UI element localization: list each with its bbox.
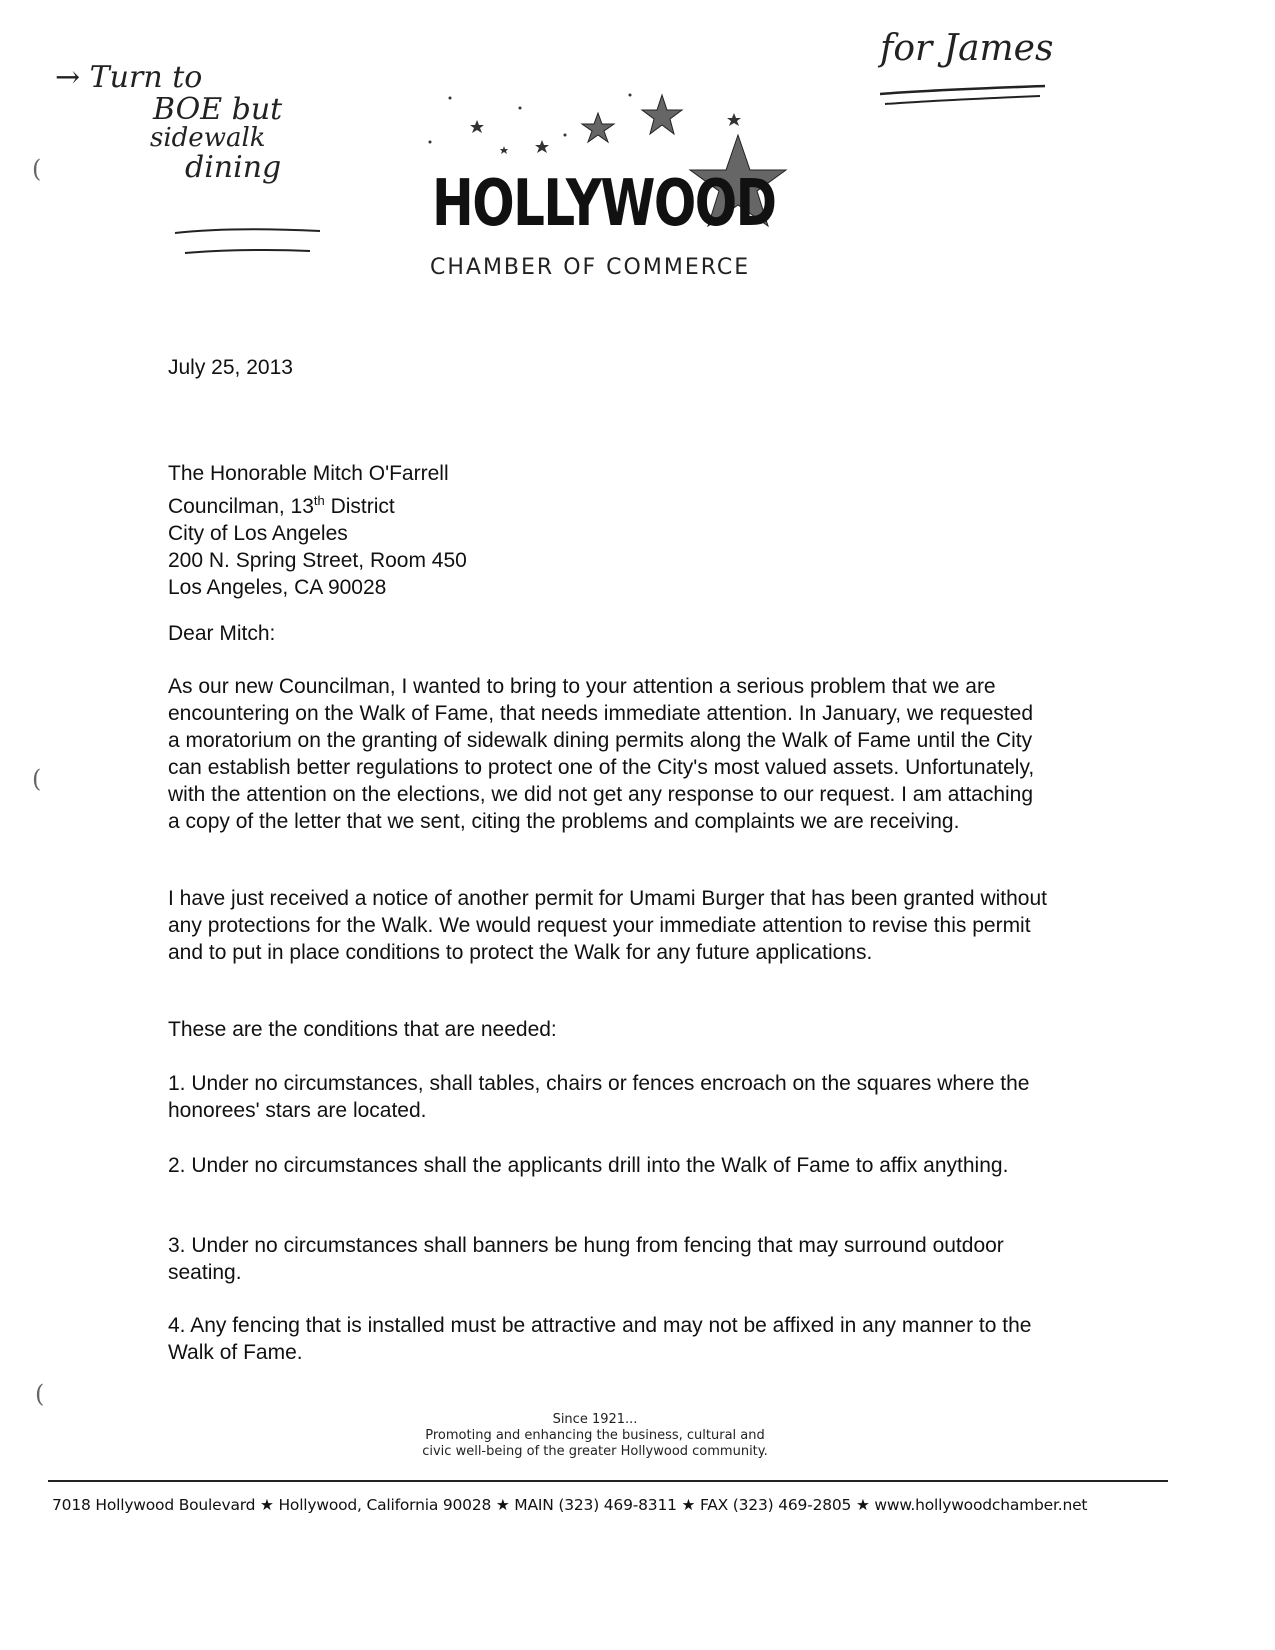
salutation: Dear Mitch:	[168, 622, 276, 645]
handwritten-note-left	[55, 62, 375, 184]
footer-tagline-line: Promoting and enhancing the business, cultural and	[425, 1428, 765, 1443]
condition-item: 4. Any fencing that is installed must be attractive and may not be affixed in any manner to the Walk of Fame.	[168, 1314, 1032, 1364]
logo-title: HOLLYWOOD	[432, 167, 776, 241]
recipient-title: Councilman, 13th District	[168, 493, 395, 518]
handwritten-note-line: sidewalk	[150, 123, 266, 153]
handwritten-note-line: → Turn to	[55, 60, 203, 95]
margin-mark: (	[35, 1380, 45, 1408]
handwritten-note-right: for James	[880, 28, 1054, 69]
recipient-city-state-zip: Los Angeles, CA 90028	[168, 576, 387, 599]
condition-item: 3. Under no circumstances shall banners be hung from fencing that may surround outdoor seating.	[168, 1234, 1004, 1284]
recipient-street: 200 N. Spring Street, Room 450	[168, 549, 467, 572]
condition-item: 1. Under no circumstances, shall tables, chairs or fences encroach on the squares where the honorees' stars are located.	[168, 1072, 1030, 1122]
handwritten-note-line: BOE but	[153, 91, 283, 127]
letter-date: July 25, 2013	[168, 356, 293, 379]
footer-tagline	[395, 1412, 795, 1460]
handwritten-underline	[880, 80, 1050, 120]
logo-subtitle: CHAMBER OF COMMERCE	[430, 255, 751, 280]
margin-mark: (	[32, 765, 42, 793]
conditions-intro: These are the conditions that are needed:	[168, 1018, 557, 1041]
footer-divider	[48, 1480, 1168, 1482]
footer-since: Since 1921...	[552, 1412, 638, 1427]
recipient-name: The Honorable Mitch O'Farrell	[168, 462, 449, 485]
recipient-city: City of Los Angeles	[168, 522, 348, 545]
handwritten-underline	[170, 225, 330, 265]
footer-address: 7018 Hollywood Boulevard ★ Hollywood, California 90028 ★ MAIN (323) 469-8311 ★ FAX (323) 469-2805 ★ www.hollywoodchamber.net	[52, 1496, 1088, 1514]
condition-item: 2. Under no circumstances shall the applicants drill into the Walk of Fame to affix anything.	[168, 1154, 1009, 1177]
paragraph: As our new Councilman, I wanted to bring to your attention a serious problem that we are encountering on the Walk of Fame, that needs immediate attention. In January, we requested a moratorium on the granting of sidewalk dining permits along the Walk of Fame until the City can establish better regulations to protect one of the City's most valued assets. Unfortunately, with the attention on the elections, we did not get any response to our request. I am attaching a copy of the letter that we sent, citing the problems and complaints we are receiving.	[168, 675, 1035, 833]
hollywood-chamber-logo	[420, 80, 820, 280]
paragraph: I have just received a notice of another permit for Umami Burger that has been granted without any protections for the Walk. We would request your immediate attention to revise this permit and to put in place conditions to protect the Walk for any future applications.	[168, 887, 1047, 964]
footer-tagline-line: civic well-being of the greater Hollywood community.	[422, 1444, 768, 1459]
margin-mark: (	[32, 155, 42, 183]
recipient-address	[168, 460, 467, 601]
handwritten-note-line: dining	[185, 150, 282, 186]
